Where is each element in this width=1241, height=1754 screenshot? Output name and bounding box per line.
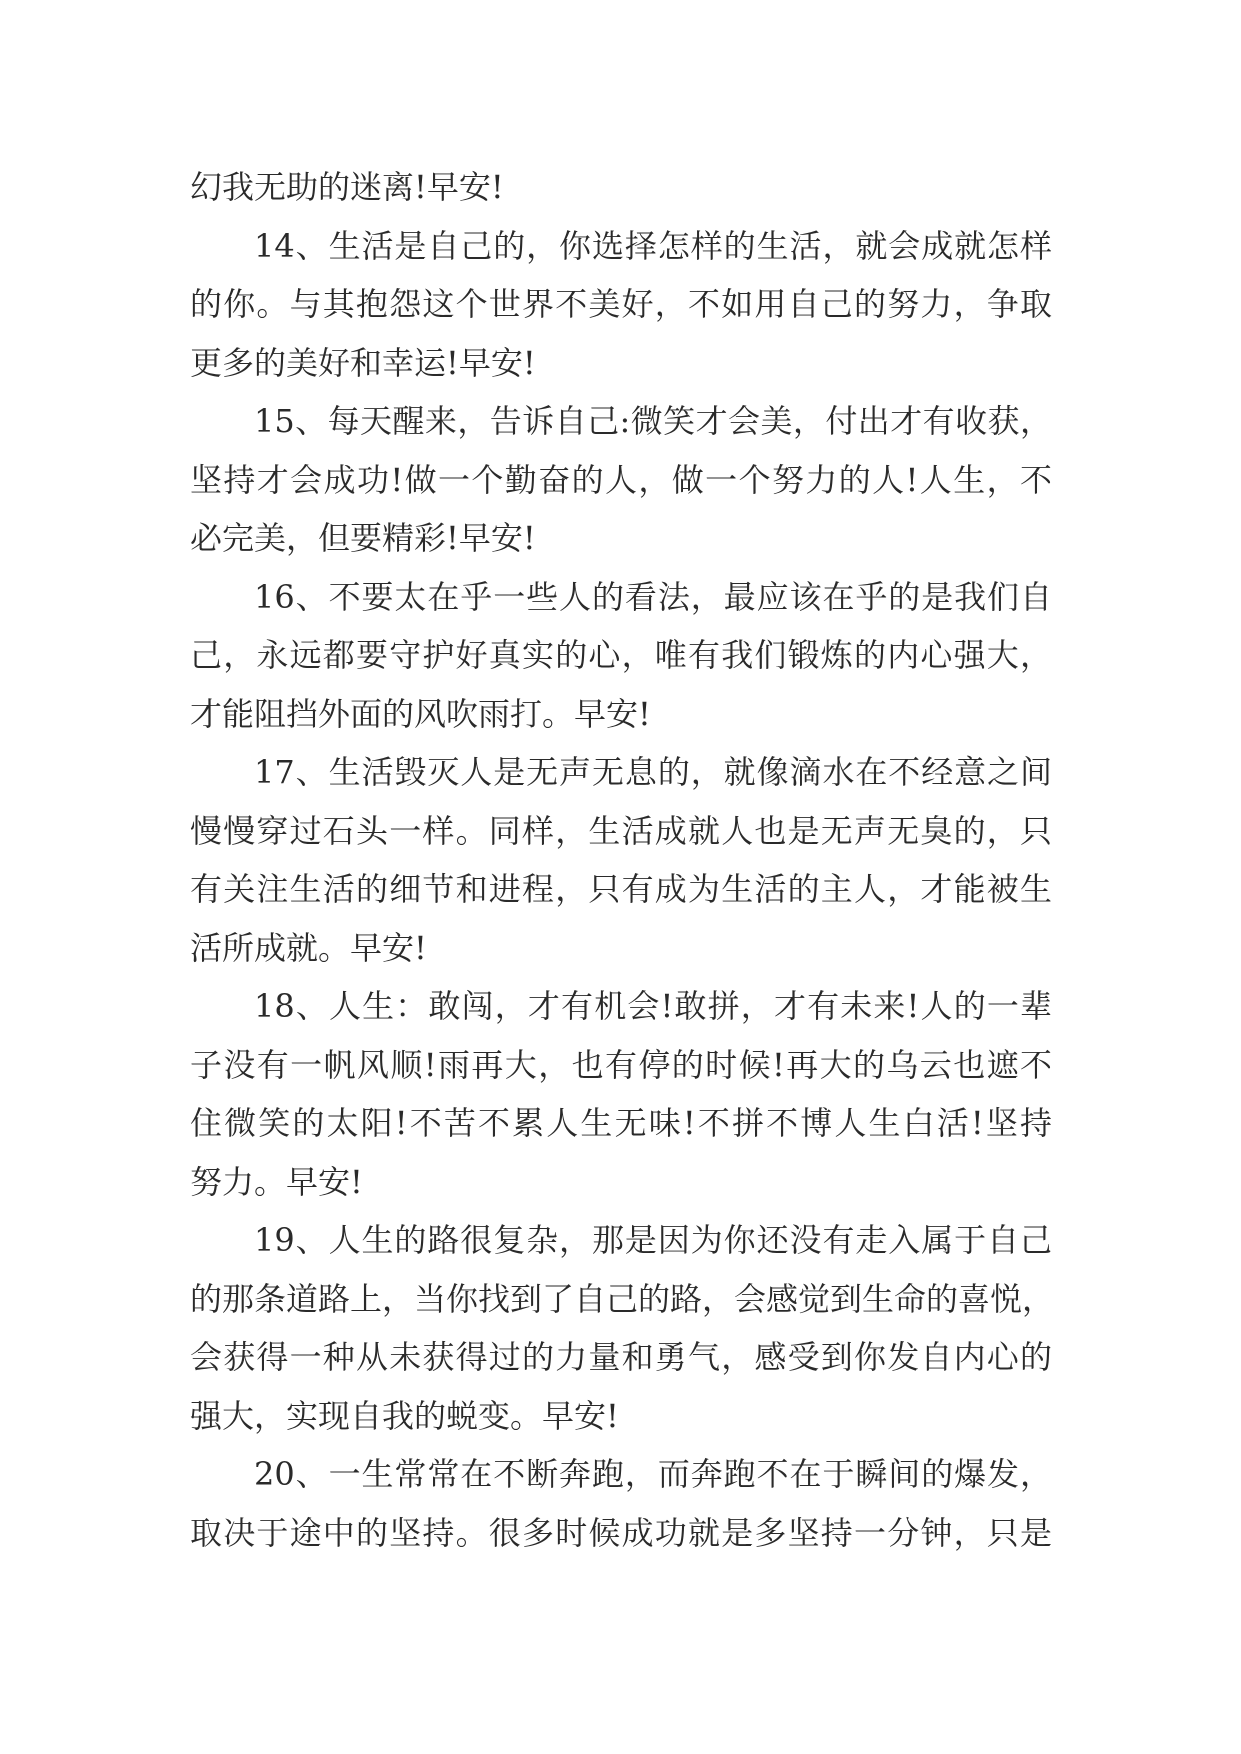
text-line: 的你。与其抱怨这个世界不美好，不如用自己的努力，争取: [190, 285, 1052, 323]
text-line: 活所成就。早安!: [190, 928, 427, 967]
text-line: 更多的美好和幸运!早安!: [190, 343, 536, 382]
text-line: 的那条道路上，当你找到了自己的路，会感觉到生命的喜悦，: [190, 1279, 1055, 1318]
paragraph-13-continuation: [190, 158, 1052, 217]
paragraph-16: [190, 568, 1052, 744]
text-line: 取决于途中的坚持。很多时候成功就是多坚持一分钟，只是: [190, 1513, 1052, 1552]
text-line: 慢慢穿过石头一样。同样，生活成就人也是无声无臭的，只: [190, 811, 1052, 850]
paragraph-18: [190, 977, 1052, 1211]
text-line: 子没有一帆风顺!雨再大，也有停的时候!再大的乌云也遮不: [190, 1045, 1052, 1084]
paragraph-14: [190, 217, 1052, 393]
text-line: 16、不要太在乎一些人的看法，最应该在乎的是我们自: [254, 577, 1052, 616]
document-body: [190, 158, 1055, 1562]
text-line: 17、生活毁灭人是无声无息的，就像滴水在不经意之间: [254, 753, 1052, 791]
text-line: 20、一生常常在不断奔跑，而奔跑不在于瞬间的爆发，: [254, 1455, 1052, 1493]
paragraph-17: [190, 743, 1052, 977]
paragraph-19: [190, 1211, 1055, 1445]
text-line: 幻我无助的迷离!早安!: [190, 168, 504, 206]
text-line: 有关注生活的细节和进程，只有成为生活的主人，才能被生: [190, 870, 1052, 908]
text-line: 19、人生的路很复杂，那是因为你还没有走入属于自己: [254, 1221, 1052, 1259]
text-line: 必完美，但要精彩!早安!: [190, 519, 536, 557]
text-line: 18、人生：敢闯，才有机会!敢拼，才有未来!人的一辈: [254, 987, 1052, 1025]
text-line: 15、每天醒来，告诉自己:微笑才会美，付出才有收获，: [254, 402, 1052, 440]
text-line: 努力。早安!: [190, 1162, 363, 1201]
text-line: 会获得一种从未获得过的力量和勇气，感受到你发自内心的: [190, 1338, 1052, 1376]
paragraph-20: [190, 1445, 1052, 1562]
text-line: 才能阻挡外面的风吹雨打。早安!: [190, 694, 651, 733]
text-line: 坚持才会成功!做一个勤奋的人，做一个努力的人!人生，不: [190, 460, 1052, 499]
paragraph-15: [190, 392, 1052, 568]
text-line: 14、生活是自己的，你选择怎样的生活，就会成就怎样: [254, 226, 1052, 265]
text-line: 住微笑的太阳!不苦不累人生无味!不拼不博人生白活!坚持: [190, 1104, 1052, 1142]
text-line: 己，永远都要守护好真实的心，唯有我们锻炼的内心强大，: [190, 636, 1052, 674]
text-line: 强大，实现自我的蜕变。早安!: [190, 1396, 619, 1435]
